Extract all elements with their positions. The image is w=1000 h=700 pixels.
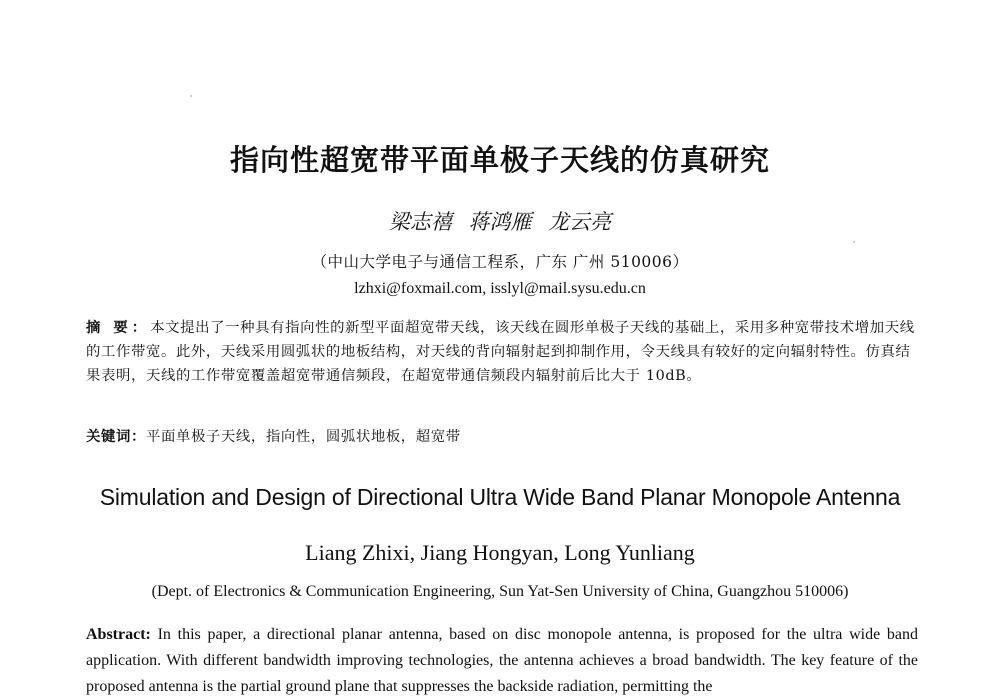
english-title: Simulation and Design of Directional Ultra Wide Band Planar Monopole Antenna [99,484,901,510]
chinese-affiliation: （中山大学电子与通信工程系，广东 广州 510006） [311,253,689,271]
scan-speck [853,241,855,243]
author-emails: lzhxi@foxmail.com, isslyl@mail.sysu.edu.cn [354,280,646,297]
chinese-keywords-text: 平面单极子天线，指向性，圆弧状地板，超宽带 [145,429,461,445]
chinese-authors: 梁志禧 蒋鸿雁 龙云亮 [388,210,612,234]
chinese-abstract [86,316,918,388]
scan-speck [190,95,192,97]
chinese-keywords-label: 关键词： [86,429,146,445]
chinese-keywords [86,426,918,448]
chinese-title: 指向性超宽带平面单极子天线的仿真研究 [229,143,770,177]
english-authors: Liang Zhixi, Jiang Hongyan, Long Yunliang [305,540,695,565]
english-abstract-text: In this paper, a directional planar antenna, based on disc monopole antenna, is proposed for the ultra wide band application. With different bandwidth improving technologies, the antenna achieves a broad bandwidth. The key feature of the proposed antenna is the partial ground plane that suppresses the backside radiation, permitting the [86,626,919,695]
english-abstract [86,622,918,700]
english-abstract-label: Abstract: [86,626,151,643]
english-affiliation: (Dept. of Electronics & Communication Engineering, Sun Yat-Sen University of China, Guangzhou 510006) [151,583,849,600]
chinese-abstract-text: 本文提出了一种具有指向性的新型平面超宽带天线，该天线在圆形单极子天线的基础上，采用多种宽带技术增加天线的工作带宽。此外，天线采用圆弧状的地板结构，对天线的背向辐射起到抑制作用，令天线具有较好的定向辐射特性。仿真结果表明，天线的工作带宽覆盖超宽带通信频段，在超宽带通信频段内辐射前后比大于 10dB。 [86,320,915,384]
chinese-abstract-label: 摘 要： [86,320,151,336]
